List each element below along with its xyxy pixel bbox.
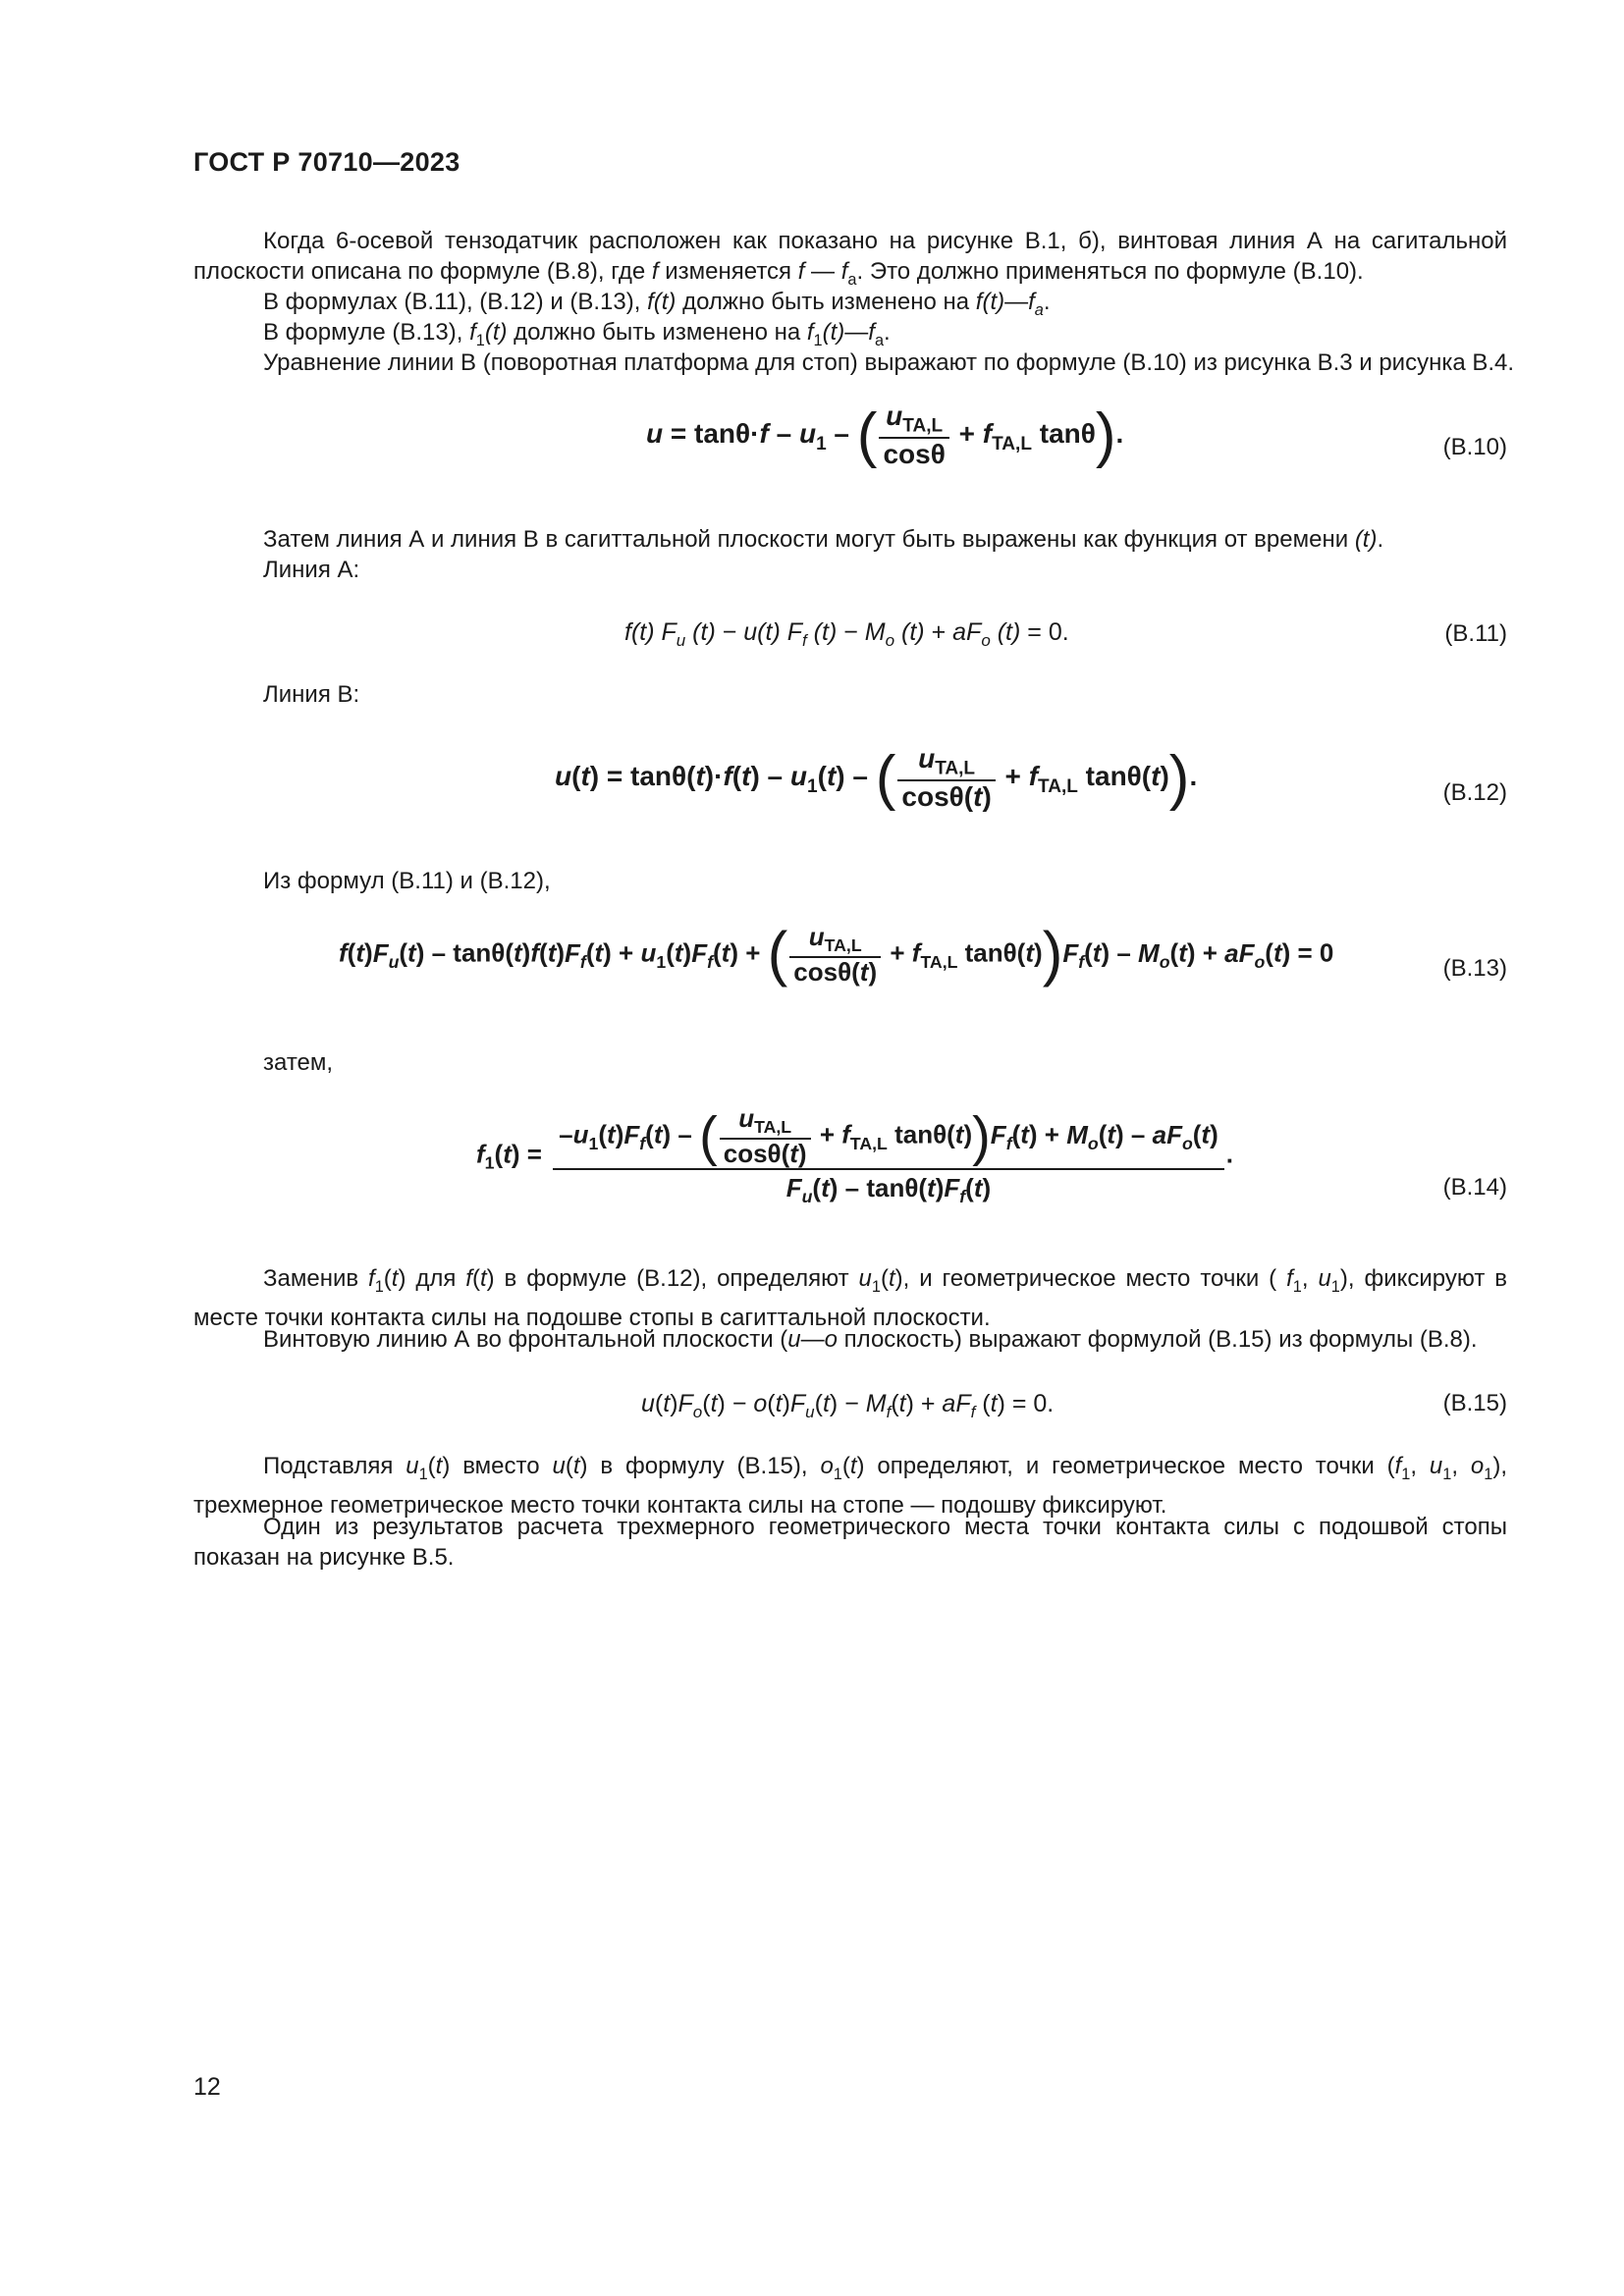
paragraph-sensor-position: Когда 6-осевой тензодатчик расположен как показано на рисунке В.1, б), винтовая линия А на сагитальной плоскости описана по формуле (В.8), где f изменяется f — $f_a$. Это должно применяться по формуле (В.10).: [193, 228, 1507, 289]
text-line-formula-b13-change: В формуле (В.13), $f_1(t)$ должно быть изменено на $f_1(t)—f_a$.: [263, 319, 891, 349]
equation-number-b12: (В.12): [1442, 779, 1507, 806]
equation-b10: $u = \tan\theta\cdot f - u_1$ – ( $\frac{u_{TA,L}}{\cos\theta}$ + $f_{TA,L}$ tanθ).: [646, 400, 1124, 470]
equation-number-b10: (В.10): [1442, 434, 1507, 460]
text-line-line-b-label: Линия В:: [263, 681, 360, 708]
equation-number-b14: (В.14): [1442, 1174, 1507, 1201]
equation-b12: $u(t) = \tan\theta(t)\cdot f(t) - u_1(t)$ – ( $\frac{u_{TA,L}}{\cos\theta(t)}$ + $f_{TA,L}$ tanθ(t)).: [555, 743, 1198, 813]
equation-b11: f(t) $F_u$ (t) − u(t) $F_f$ $(t) - M_o$ $(t) + aF_o$ (t) = 0.: [624, 618, 1069, 650]
text-line-then: затем,: [263, 1049, 334, 1076]
text-line-formulas-change: В формулах (В.11), (В.12) и (В.13), f(t) должно быть изменено на $f(t)—f_a$.: [263, 289, 1051, 319]
text-line-line-b-equation: Уравнение линии В (поворотная платформа для стоп) выражают по формуле (В.10) из рисунка В.3 и рисунка В.4.: [263, 349, 1515, 376]
text-line-time-function: Затем линия А и линия В в сагиттальной плоскости могут быть выражены как функция от времени (t).: [263, 526, 1384, 553]
text-line-frontal-plane: Винтовую линию А во фронтальной плоскости (u—o плоскость) выражают формулой (В.15) из формулы (В.8).: [263, 1326, 1478, 1353]
equation-number-b11: (В.11): [1444, 620, 1507, 647]
equation-number-b15: (В.15): [1442, 1390, 1507, 1416]
text-line-from-formulas: Из формул (В.11) и (В.12),: [263, 868, 551, 894]
paragraph-substitution: Подставляя $u_1(t)$ вместо u(t) в формулу (В.15), $o_1(t)$ определяют, и геометрическое место точки ($f_1$, $u_1$, $o_1$), трехмерное геометрическое место точки контакта силы на стопе — подошву фиксируют.: [193, 1453, 1507, 1519]
document-header: ГОСТ Р 70710—2023: [193, 147, 460, 177]
equation-number-b13: (В.13): [1442, 955, 1507, 982]
equation-b13: $f(t)F_u(t) - \tan\theta(t)f(t)F_f(t) + u_1(t)F_f(t)$ + ( $\frac{u_{TA,L}}{\cos\theta(t)}$ + $f_{TA,L}$ $\tan\theta(t))F_f(t) - M_o(t) + aF_o(t) = 0$: [339, 920, 1334, 988]
equation-b15: $u(t)F_o(t) - o(t)F_u(t) - M_f(t) + aF_f$ (t) = 0.: [641, 1390, 1055, 1421]
paragraph-replacement: Заменив $f_1(t)$ для f(t) в формуле (В.12), определяют $u_1(t)$, и геометрическое место точки ( $f_1$, $u_1$), фиксируют в месте точки контакта силы на подошве стопы в сагиттальной плоскости.: [193, 1265, 1507, 1331]
equation-b14: $f_1(t)$ = $-u_1(t)F_f(t)$ – ( $\frac{u_{TA,L}}{\cos\theta(t)}$ + $f_{TA,L}$ $\tan\theta(t))F_f(t) + M_o(t) - aF_o(t)$ $F_u(t) - \tan\theta(t)F_f(t)$ .: [476, 1103, 1233, 1207]
page-number: 12: [193, 2073, 221, 2101]
paragraph-results: Один из результатов расчета трехмерного геометрического места точки контакта силы с подошвой стопы показан на рисунке В.5.: [193, 1514, 1507, 1571]
text-line-line-a-label: Линия А:: [263, 557, 360, 583]
